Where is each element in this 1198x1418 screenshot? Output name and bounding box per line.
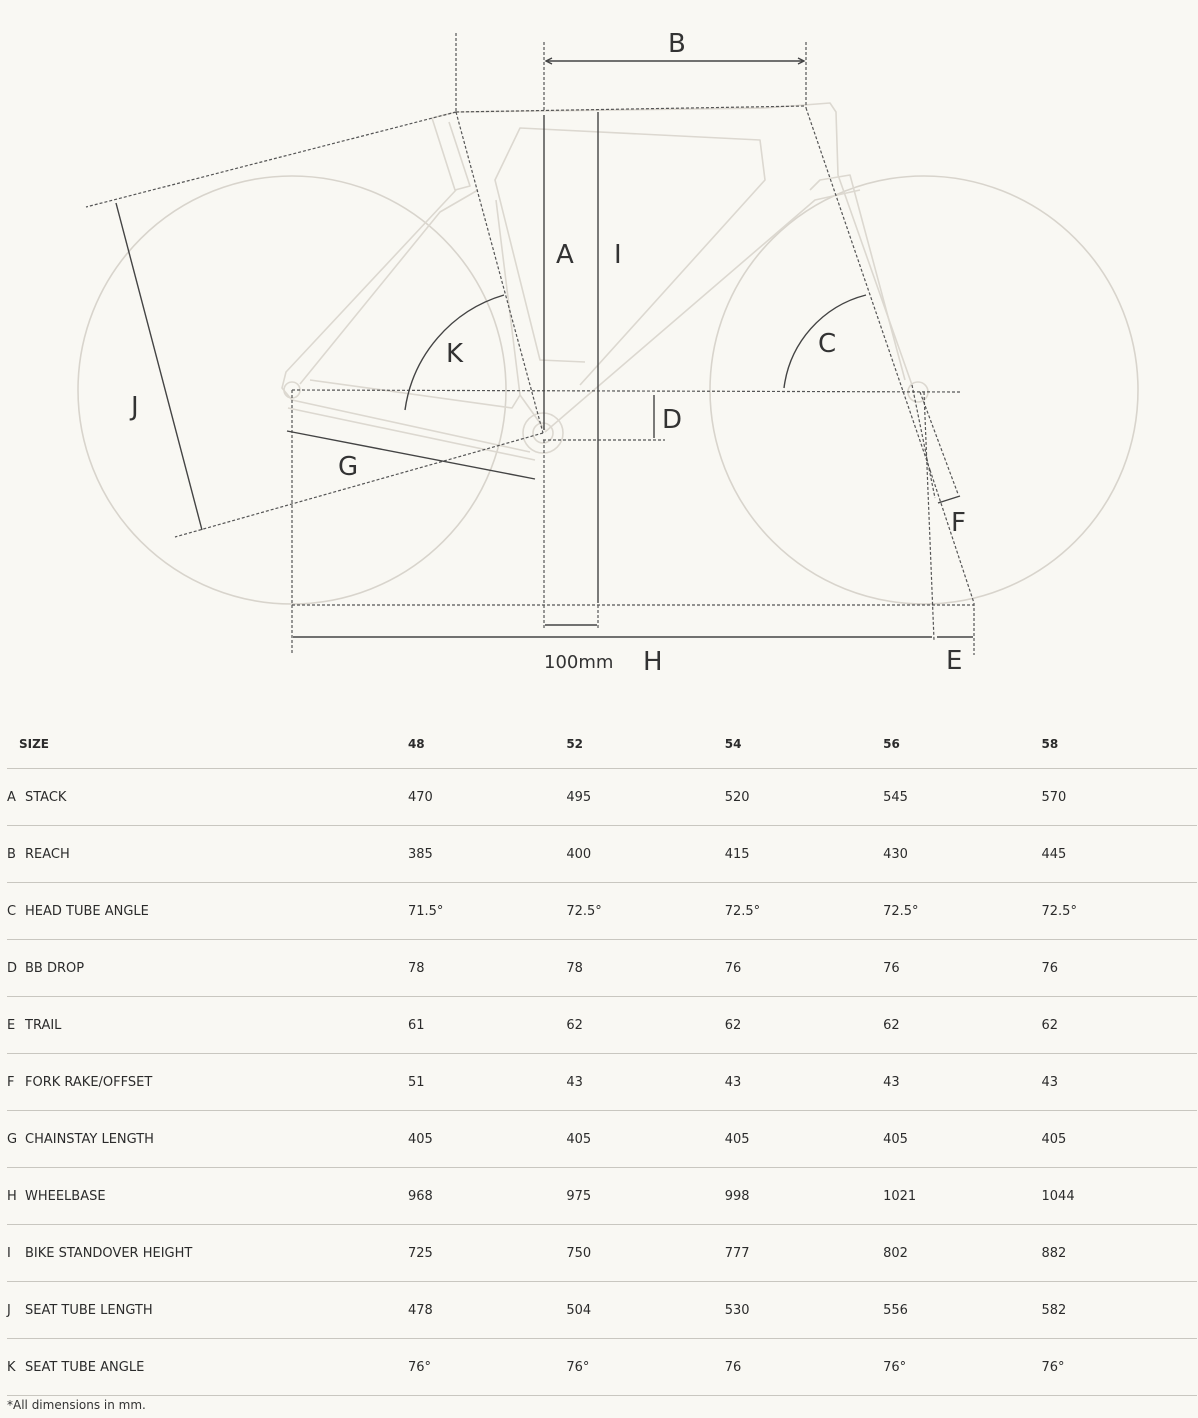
size-header: SIZE: [7, 719, 408, 769]
table-row: [7, 826, 1197, 883]
label-b: B: [668, 29, 686, 59]
cell-value: 495: [566, 769, 724, 826]
cell-value: 750: [566, 1225, 724, 1282]
cell-value: 405: [883, 1111, 1041, 1168]
table-row: [7, 940, 1197, 997]
table-row: [7, 883, 1197, 940]
table-row: [7, 769, 1197, 826]
label-100mm: 100mm: [544, 652, 614, 673]
label-a: A: [556, 240, 574, 270]
cell-value: 975: [566, 1168, 724, 1225]
row-label: [7, 997, 408, 1054]
cell-value: 802: [883, 1225, 1041, 1282]
row-letter: H: [7, 1188, 17, 1204]
cell-value: 43: [883, 1054, 1041, 1111]
row-name: CHAINSTAY LENGTH: [25, 1131, 154, 1147]
cell-value: 43: [725, 1054, 883, 1111]
row-letter: E: [7, 1017, 16, 1033]
cell-value: 530: [725, 1282, 883, 1339]
row-label: [7, 1282, 408, 1339]
cell-value: 72.5°: [1042, 883, 1198, 940]
bike-frame: [282, 103, 928, 460]
row-name: WHEELBASE: [25, 1188, 106, 1204]
cell-value: 62: [883, 997, 1041, 1054]
row-name: HEAD TUBE ANGLE: [25, 903, 149, 919]
cell-value: 76: [1042, 940, 1198, 997]
row-letter: A: [7, 789, 16, 805]
cell-value: 76: [883, 940, 1041, 997]
row-name: BIKE STANDOVER HEIGHT: [25, 1245, 193, 1261]
cell-value: 1044: [1042, 1168, 1198, 1225]
cell-value: 76: [725, 940, 883, 997]
cell-value: 405: [566, 1111, 724, 1168]
row-letter: J: [7, 1302, 11, 1318]
geometry-table: [7, 719, 1197, 1396]
cell-value: 72.5°: [566, 883, 724, 940]
label-d: D: [662, 405, 683, 435]
cell-value: 76: [725, 1339, 883, 1396]
cell-value: 430: [883, 826, 1041, 883]
cell-value: 582: [1042, 1282, 1198, 1339]
geometry-diagram: [0, 0, 1198, 700]
cell-value: 478: [408, 1282, 566, 1339]
row-label: [7, 1054, 408, 1111]
cell-value: 445: [1042, 826, 1198, 883]
cell-value: 43: [566, 1054, 724, 1111]
table-row: [7, 1111, 1197, 1168]
row-name: SEAT TUBE LENGTH: [25, 1302, 153, 1318]
size-52-header: 52: [566, 719, 724, 769]
row-name: BB DROP: [25, 960, 85, 976]
size-56-header: 56: [883, 719, 1041, 769]
label-i: I: [614, 240, 622, 270]
label-e: E: [946, 646, 963, 676]
cell-value: 777: [725, 1225, 883, 1282]
row-letter: D: [7, 960, 18, 976]
label-k: K: [446, 339, 464, 369]
cell-value: 725: [408, 1225, 566, 1282]
row-letter: I: [7, 1245, 11, 1261]
size-48-header: 48: [408, 719, 566, 769]
row-letter: B: [7, 846, 16, 862]
cell-value: 405: [1042, 1111, 1198, 1168]
cell-value: 71.5°: [408, 883, 566, 940]
table-row: [7, 1225, 1197, 1282]
table-row: [7, 997, 1197, 1054]
cell-value: 76°: [883, 1339, 1041, 1396]
cell-value: 882: [1042, 1225, 1198, 1282]
cell-value: 62: [725, 997, 883, 1054]
table-row: [7, 1168, 1197, 1225]
cell-value: 72.5°: [883, 883, 1041, 940]
table-row: [7, 1282, 1197, 1339]
row-label: [7, 826, 408, 883]
cell-value: 78: [408, 940, 566, 997]
row-letter: G: [7, 1131, 18, 1147]
footnote: *All dimensions in mm.: [7, 1398, 146, 1412]
cell-value: 61: [408, 997, 566, 1054]
cell-value: 62: [1042, 997, 1198, 1054]
table-header-row: [7, 719, 1197, 769]
cell-value: 520: [725, 769, 883, 826]
cell-value: 405: [725, 1111, 883, 1168]
row-label: [7, 1339, 408, 1396]
label-f: F: [951, 508, 966, 538]
cell-value: 51: [408, 1054, 566, 1111]
row-name: TRAIL: [25, 1017, 62, 1033]
label-c: C: [818, 329, 837, 359]
cell-value: 43: [1042, 1054, 1198, 1111]
cell-value: 405: [408, 1111, 566, 1168]
row-label: [7, 1168, 408, 1225]
cell-value: 570: [1042, 769, 1198, 826]
cell-value: 385: [408, 826, 566, 883]
cell-value: 470: [408, 769, 566, 826]
cell-value: 76°: [566, 1339, 724, 1396]
table-row: [7, 1339, 1197, 1396]
row-name: SEAT TUBE ANGLE: [25, 1359, 145, 1375]
label-j: J: [131, 392, 139, 422]
cell-value: 76°: [408, 1339, 566, 1396]
row-name: REACH: [25, 846, 70, 862]
cell-value: 968: [408, 1168, 566, 1225]
row-label: [7, 1225, 408, 1282]
cell-value: 504: [566, 1282, 724, 1339]
row-name: FORK RAKE/OFFSET: [25, 1074, 153, 1090]
front-wheel: [710, 176, 1138, 604]
row-label: [7, 769, 408, 826]
cell-value: 556: [883, 1282, 1041, 1339]
cell-value: 72.5°: [725, 883, 883, 940]
row-letter: K: [7, 1359, 16, 1375]
row-letter: F: [7, 1074, 15, 1090]
cell-value: 400: [566, 826, 724, 883]
reference-lines: [86, 33, 974, 655]
cell-value: 78: [566, 940, 724, 997]
table-row: [7, 1054, 1197, 1111]
label-g: G: [338, 452, 359, 482]
cell-value: 998: [725, 1168, 883, 1225]
row-label: [7, 940, 408, 997]
row-label: [7, 1111, 408, 1168]
label-h: H: [643, 647, 663, 677]
cell-value: 1021: [883, 1168, 1041, 1225]
cell-value: 62: [566, 997, 724, 1054]
row-label: [7, 883, 408, 940]
row-name: STACK: [25, 789, 67, 805]
cell-value: 415: [725, 826, 883, 883]
size-58-header: 58: [1042, 719, 1198, 769]
size-54-header: 54: [725, 719, 883, 769]
row-letter: C: [7, 903, 17, 919]
cell-value: 545: [883, 769, 1041, 826]
cell-value: 76°: [1042, 1339, 1198, 1396]
